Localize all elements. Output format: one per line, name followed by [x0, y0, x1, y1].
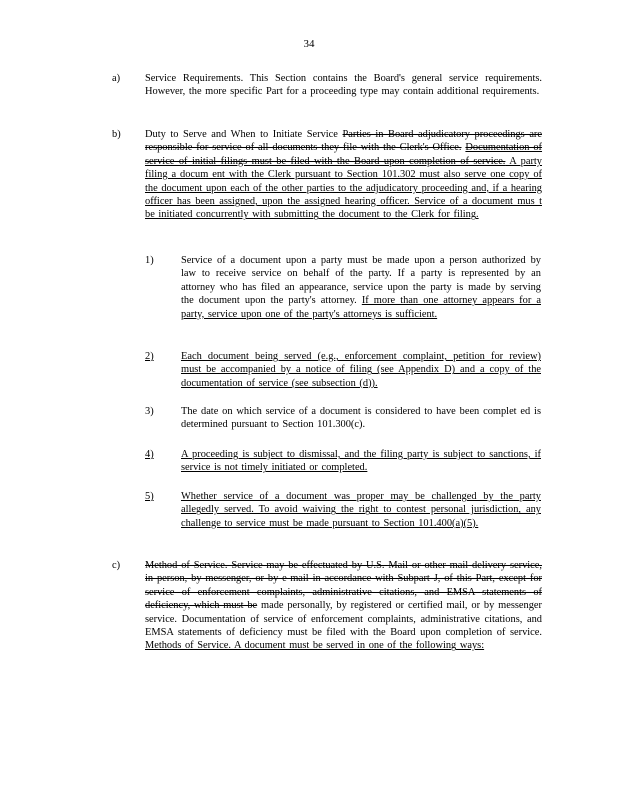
section-c-retained: made personally, by registered or certified mail, or by messenger service. Documentation of service of enforcement complaints, administrative citations, and EMSA statements of deficiency must be filed with the Board upon completion of service. — [145, 600, 542, 639]
section-c-label: c) — [112, 560, 121, 571]
section-c-deleted: Method of Service. Service may be effectuated by U.S. Mail or other mail delivery service, in person, by messenger, or by e-mail in accordance with Subpart J, of this Part, except for service of enforcement complaints, administrative citations, and EMSA statements of deficiency, which must be — [145, 560, 542, 612]
section-b-label: b) — [112, 129, 121, 140]
item-b3-text: The date on which service of a document is considered to have been complet ed is determined pursuant to Section 101.300(c). — [181, 406, 541, 431]
item-b2-text: Each document being served (e.g., enforcement complaint, petition for review) must be accompanied by a notice of filing (see Appendix D) and a copy of the documentation of service (see subsection (d)). — [181, 351, 541, 389]
item-b4-label: 4) — [145, 449, 154, 460]
item-b5-text: Whether service of a document was proper may be challenged by the party allegedly served. To avoid waiving the right to contest personal jurisdiction, any challenge to service must be made pursuant to Section 101.400(a)(5). — [181, 491, 541, 529]
section-c-inserted: Methods of Service. A document must be served in one of the following ways: — [145, 640, 485, 652]
item-b1-text — [181, 254, 541, 321]
item-b3-label: 3) — [145, 406, 154, 417]
page-number: 34 — [303, 38, 315, 50]
item-b1-label: 1) — [145, 255, 154, 266]
section-a-label: a) — [112, 73, 121, 84]
item-b1-text-1: Service of a document upon a party must be made upon a person authorized by law to receive service on behalf of the party. If a party is represented by an attorney who has filed an appearance, service upon the party is made by serving the document upon the party's attorney. — [181, 255, 541, 307]
item-b4-text: A proceeding is subject to dismissal, and the filing party is subject to sanctions, if service is not timely initiated or completed. — [181, 449, 541, 474]
item-b2-label: 2) — [145, 351, 154, 362]
section-b-heading: Duty to Serve and When to Initiate Service — [145, 129, 343, 140]
section-b-deleted-2: Documentation of service of initial filings must be filed with the Board upon completion of service. — [145, 142, 543, 167]
section-c-text — [145, 559, 542, 653]
item-b5-label: 5) — [145, 491, 154, 502]
section-b-inserted: A party filing a docum ent with the Clerk pursuant to Section 101.302 must also serve one copy of the document upon each of the other parties to the adjudicatory proceeding and, if a hearing officer has been assigned, upon the assigned hearing officer. Service of a document mus t be initiated concurrently with submitting the document to the Clerk for filing. — [145, 155, 542, 221]
section-b-text — [145, 128, 542, 222]
section-a-text: Service Requirements. This Section contains the Board's general service requirements. However, the more specific Part for a proceeding type may contain additional requirements. — [145, 73, 542, 98]
section-b-deleted-1: Parties in Board adjudicatory proceedings are responsible for service of all documents they file with the Clerk's Office. — [145, 129, 542, 154]
item-b1-inserted: If more than one attorney appears for a party, service upon one of the party's attorneys is sufficient. — [181, 295, 541, 320]
